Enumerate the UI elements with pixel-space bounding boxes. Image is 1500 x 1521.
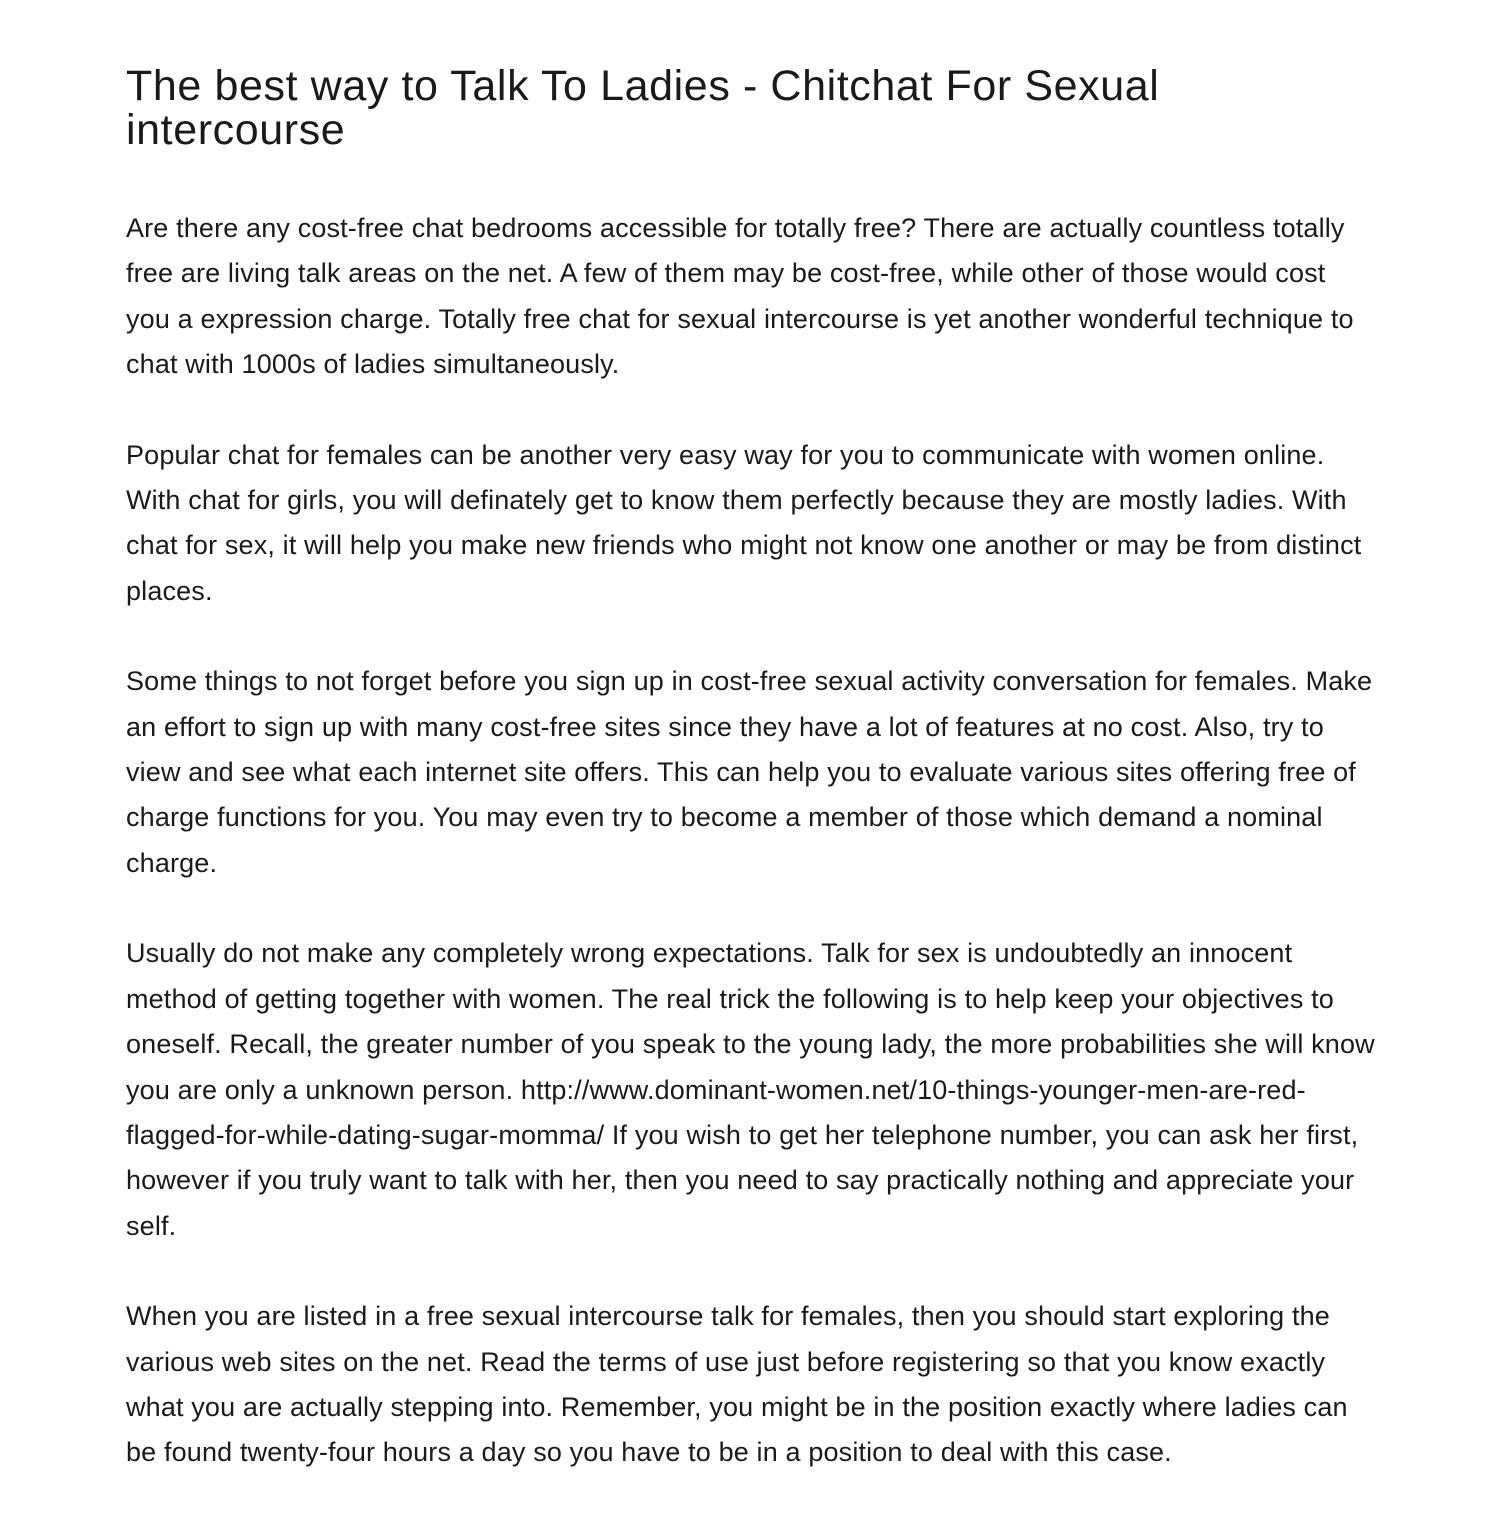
paragraph-1: Are there any cost-free chat bedrooms accessible for totally free? There are actually countless totally free are living talk areas on the net. A few of them may be cost-free, while other of those would cost you a expression charge. Totally free chat for sexual intercourse is yet another wonderful technique to chat with 1000s of ladies simultaneously.: [126, 213, 1354, 380]
paragraph-3: Some things to not forget before you sign up in cost-free sexual activity conversation for females. Make an effort to sign up with many cost-free sites since they have a lot of features at no cost. Also, try to view and see what each internet site offers. This can help you to evaluate various sites offering free of charge functions for you. You may even try to become a member of those which demand a nominal charge.: [126, 666, 1373, 878]
paragraph-5: When you are listed in a free sexual intercourse talk for females, then you should start exploring the various web sites on the net. Read the terms of use just before registering so that you know exactly what you are actually stepping into. Remember, you might be in the position exactly where ladies can be found twenty-four hours a day so you have to be in a position to deal with this case.: [126, 1301, 1348, 1468]
paragraph-2: Popular chat for females can be another very easy way for you to communicate with women online. With chat for girls, you will definately get to know them perfectly because they are mostly ladies. With chat for sex, it will help you make new friends who might not know one another or may be from distinct places.: [126, 439, 1362, 606]
document-body: [126, 206, 1376, 1476]
paragraph-4: Usually do not make any completely wrong expectations. Talk for sex is undoubtedly an innocent method of getting together with women. The real trick the following is to help keep your objectives to oneself. Recall, the greater number of you speak to the young lady, the more probabilities she will know you are only a unknown person. http://www.dominant-women.net/10-things-younger-men-are-red-flagged-for-while-dating-sugar-momma/ If you wish to get her telephone number, you can ask her first, however if you truly want to talk with her, then you need to say practically nothing and appreciate your self.: [126, 938, 1375, 1241]
document-page: [126, 64, 1376, 1521]
document-title: The best way to Talk To Ladies - Chitchat For Sexual intercourse: [126, 62, 1160, 154]
